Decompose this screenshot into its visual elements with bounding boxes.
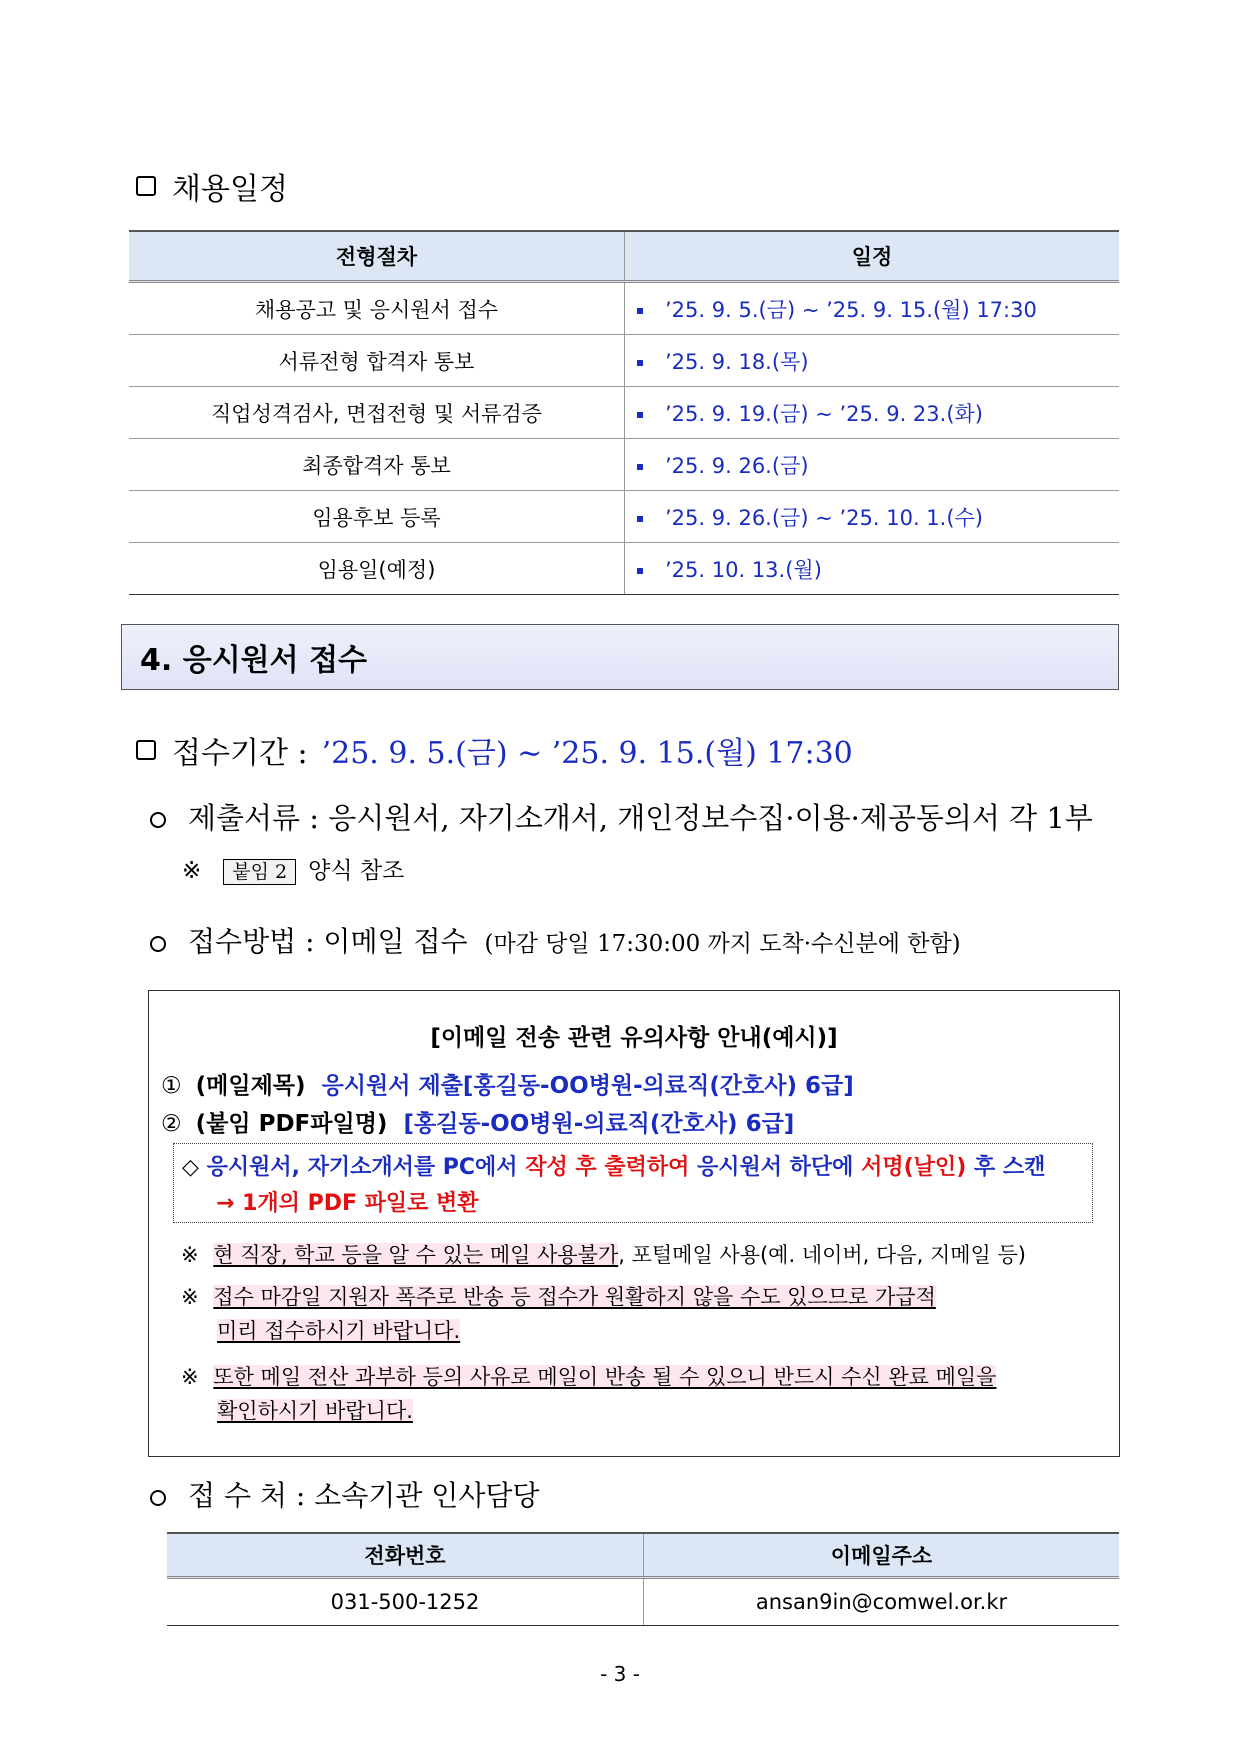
schedule-header-row xyxy=(129,231,1119,282)
header-step: 전형절차 xyxy=(129,231,625,282)
warning-3-line-1: 또한 메일 전산 과부하 등의 사유로 메일이 반송 될 수 있으니 반드시 수신 완료 메일을 xyxy=(213,1365,997,1389)
note-mark: ※ xyxy=(182,858,202,884)
documents-text: 제출서류 : 응시원서, 자기소개서, 개인정보수집·이용·제공동의서 각 1부 xyxy=(188,801,1093,835)
receiver-line xyxy=(150,1474,539,1514)
email-notice-box xyxy=(148,990,1120,1457)
diamond-icon: ◇ xyxy=(182,1155,199,1180)
box-part2: 작성 후 출력하여 xyxy=(525,1155,690,1180)
date-text: ’25. 9. 5.(금) ∼ ’25. 9. 15.(월) 17:30 xyxy=(665,297,1037,322)
box-part4: 서명(날인) xyxy=(861,1155,967,1180)
table-row xyxy=(129,439,1119,491)
square-bullet-icon xyxy=(637,464,643,470)
table-row xyxy=(129,491,1119,543)
warning-2-line-1: 접수 마감일 지원자 폭주로 반송 등 접수가 원활하지 않을 수도 있으므로 가급적 xyxy=(213,1285,936,1309)
method-note: (마감 당일 17:30:00 까지 도착·수신분에 한함) xyxy=(484,931,961,957)
warning-2 xyxy=(181,1281,936,1311)
step-cell: 직업성격검사, 면접전형 및 서류검증 xyxy=(129,387,625,439)
notice-item-1 xyxy=(161,1067,854,1100)
item1-number: ① xyxy=(161,1073,182,1099)
date-cell xyxy=(625,439,1120,491)
box-part3: 응시원서 하단에 xyxy=(697,1155,854,1180)
section4-header xyxy=(121,624,1119,690)
notice-title: [이메일 전송 관련 유의사항 안내(예시)] xyxy=(430,1025,838,1051)
circle-bullet-icon xyxy=(150,1490,166,1506)
date-text: ’25. 9. 19.(금) ∼ ’25. 9. 23.(화) xyxy=(665,401,984,426)
date-cell xyxy=(625,335,1120,387)
item2-label: (붙임 PDF파일명) xyxy=(195,1111,388,1137)
step-cell: 임용일(예정) xyxy=(129,543,625,595)
attachment-line xyxy=(182,852,404,885)
step-cell: 최종합격자 통보 xyxy=(129,439,625,491)
table-row xyxy=(129,335,1119,387)
attachment-note: 양식 참조 xyxy=(308,858,405,884)
contact-header-row xyxy=(167,1533,1119,1578)
date-text: ’25. 10. 13.(월) xyxy=(665,557,822,582)
method-line xyxy=(150,920,961,960)
warning-1-highlight: 현 직장, 학교 등을 알 수 있는 메일 사용불가 xyxy=(213,1243,619,1267)
warning-2-continued xyxy=(217,1315,460,1345)
date-text: ’25. 9. 26.(금) ∼ ’25. 10. 1.(수) xyxy=(665,505,984,530)
warning-1 xyxy=(181,1239,1026,1269)
header-phone: 전화번호 xyxy=(167,1533,644,1578)
warning-mark: ※ xyxy=(181,1285,199,1309)
circle-bullet-icon xyxy=(150,936,166,952)
warning-mark: ※ xyxy=(181,1365,199,1389)
date-text: ’25. 9. 26.(금) xyxy=(665,453,809,478)
step-cell: 서류전형 합격자 통보 xyxy=(129,335,625,387)
square-bullet-icon xyxy=(637,568,643,574)
warning-3-continued xyxy=(217,1395,413,1425)
scan-instruction-line-1 xyxy=(182,1150,1045,1181)
item2-number: ② xyxy=(161,1111,182,1137)
date-cell xyxy=(625,282,1120,335)
square-bullet-icon xyxy=(637,360,643,366)
item1-label: (메일제목) xyxy=(195,1073,306,1099)
checkbox-square-icon xyxy=(136,176,156,196)
scan-instruction-line-2: → 1개의 PDF 파일로 변환 xyxy=(216,1191,479,1216)
header-date: 일정 xyxy=(625,231,1120,282)
contact-table xyxy=(167,1532,1119,1626)
phone-cell: 031-500-1252 xyxy=(167,1578,644,1626)
attachment-tag: 붙임 2 xyxy=(223,859,296,885)
circle-bullet-icon xyxy=(150,812,166,828)
table-row xyxy=(129,543,1119,595)
table-row xyxy=(129,282,1119,335)
method-label: 접수방법 : 이메일 접수 xyxy=(188,925,468,958)
square-bullet-icon xyxy=(637,308,643,314)
email-cell: ansan9in@comwel.or.kr xyxy=(644,1578,1120,1626)
item2-value: [홍길동-OO병원-의료직(간호사) 6급] xyxy=(403,1111,795,1137)
date-cell xyxy=(625,491,1120,543)
date-cell xyxy=(625,543,1120,595)
box-part5: 후 스캔 xyxy=(973,1155,1046,1180)
schedule-heading xyxy=(136,164,288,208)
page-number: - 3 - xyxy=(600,1662,640,1686)
warning-3 xyxy=(181,1361,996,1391)
schedule-title: 채용일정 xyxy=(172,172,288,207)
date-cell xyxy=(625,387,1120,439)
date-text: ’25. 9. 18.(목) xyxy=(665,349,809,374)
period-label: 접수기간 : xyxy=(172,736,308,771)
square-bullet-icon xyxy=(637,412,643,418)
header-email: 이메일주소 xyxy=(644,1533,1120,1578)
square-bullet-icon xyxy=(637,516,643,522)
checkbox-square-icon xyxy=(136,740,156,760)
notice-item-2 xyxy=(161,1105,794,1138)
scan-instruction-box xyxy=(173,1143,1093,1223)
period-heading xyxy=(136,728,853,772)
table-row xyxy=(167,1578,1119,1626)
table-row xyxy=(129,387,1119,439)
step-cell: 채용공고 및 응시원서 접수 xyxy=(129,282,625,335)
step-cell: 임용후보 등록 xyxy=(129,491,625,543)
section4-title: 4. 응시원서 접수 xyxy=(140,643,368,678)
documents-line xyxy=(150,796,1093,837)
item1-value: 응시원서 제출[홍길동-OO병원-의료직(간호사) 6급] xyxy=(321,1073,854,1099)
warning-mark: ※ xyxy=(181,1243,199,1267)
period-value: ’25. 9. 5.(금) ∼ ’25. 9. 15.(월) 17:30 xyxy=(321,736,853,771)
warning-1-rest: , 포털메일 사용(예. 네이버, 다음, 지메일 등) xyxy=(618,1243,1026,1267)
schedule-table xyxy=(129,230,1119,595)
warning-3-line-2: 확인하시기 바랍니다. xyxy=(217,1399,413,1423)
box-part1: 응시원서, 자기소개서를 PC에서 xyxy=(206,1155,518,1180)
receiver-text: 접 수 처 : 소속기관 인사담당 xyxy=(188,1479,540,1512)
warning-2-line-2: 미리 접수하시기 바랍니다. xyxy=(217,1319,461,1343)
